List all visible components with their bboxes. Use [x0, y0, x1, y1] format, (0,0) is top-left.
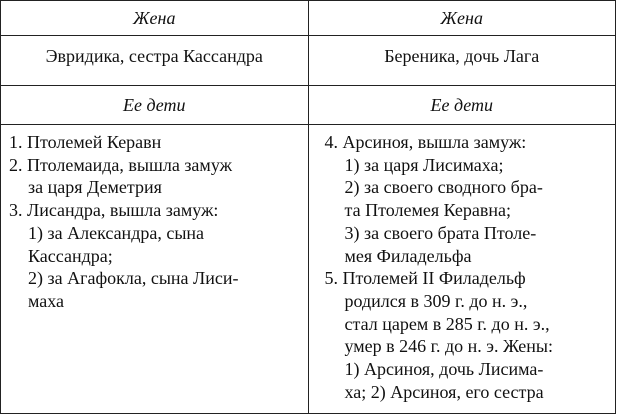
child-list-line: умер в 246 г. до н. э. Жены:: [344, 336, 553, 357]
child-list-line: 4. Арсиноя, вышла замуж:: [324, 132, 527, 152]
child-list-line: мея Филадельфа: [344, 245, 472, 266]
child-list-line: 3) за своего брата Птоле-: [344, 222, 537, 243]
child-list-line: стал царем в 285 г. до н. э.,: [344, 313, 550, 334]
wife-right: Береника, дочь Лага: [308, 36, 616, 86]
header-cell-right: Жена: [308, 1, 616, 36]
child-list-line: 2. Птолемаида, вышла замуж: [9, 154, 233, 175]
child-list-line: 1) Арсиноя, дочь Лисима-: [344, 359, 544, 380]
children-header-left: Ее дети: [1, 86, 309, 125]
wife-left: Эвридика, сестра Кассандра: [1, 36, 309, 86]
child-list-line: за царя Деметрия: [28, 177, 162, 198]
child-list-line: 2) за своего сводного бра-: [344, 177, 543, 198]
children-header-row: [1, 86, 616, 125]
children-header-right: Ее дети: [308, 86, 616, 125]
child-list-line: 3. Лисандра, вышла замуж:: [9, 200, 219, 221]
wife-row: [1, 36, 616, 86]
child-list-line: 1. Птолемей Керавн: [9, 132, 162, 152]
child-list-line: родился в 309 г. до н. э.,: [344, 290, 528, 311]
child-list-line: маха: [28, 290, 65, 311]
child-list-line: 5. Птолемей II Филадельф: [324, 268, 526, 289]
child-list-line: 1) за Александра, сына: [28, 222, 205, 243]
header-cell-left: Жена: [1, 1, 309, 36]
children-list-right: [308, 125, 616, 414]
header-row: [1, 1, 616, 36]
children-row: [1, 125, 616, 414]
child-list-line: 1) за царя Лисимаха;: [344, 154, 504, 175]
child-list-line: та Птолемея Керавна;: [344, 200, 512, 221]
child-list-line: ха; 2) Арсиноя, его сестра: [344, 381, 544, 402]
child-list-line: 2) за Агафокла, сына Лиси-: [28, 268, 239, 289]
children-list-left: [1, 125, 309, 414]
child-list-line: Кассандра;: [28, 245, 113, 266]
